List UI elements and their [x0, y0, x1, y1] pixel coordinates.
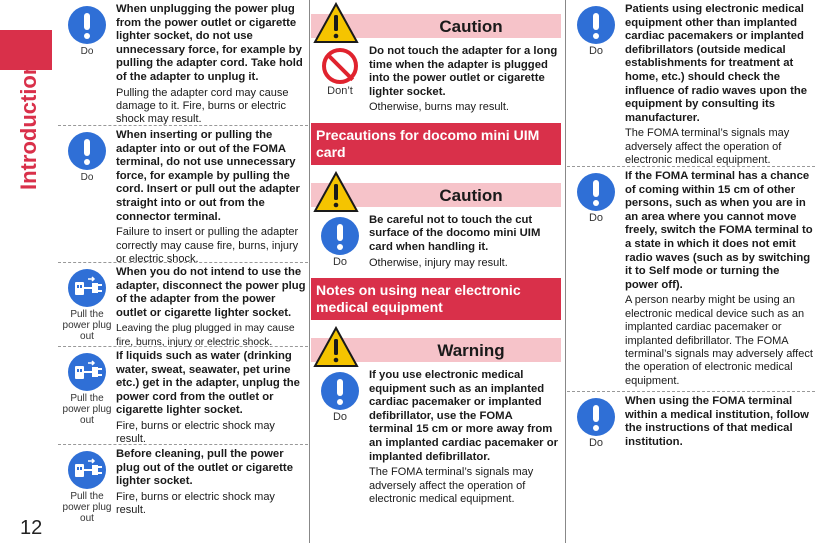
caution-title: Caution	[439, 17, 503, 36]
list-item	[58, 347, 308, 445]
warning-triangle-icon	[313, 2, 359, 44]
icon-label: Do	[80, 46, 94, 57]
column-2	[311, 0, 561, 543]
warning-triangle-icon	[313, 326, 359, 368]
prohibited-icon	[322, 48, 358, 84]
icon-label: Do	[80, 172, 94, 183]
do-icon	[68, 6, 106, 44]
instruction-text: The FOMA terminal’s signals may adversely affect the operation of electronic medical equipment.	[369, 466, 534, 505]
instruction-bold: Be careful not to touch the cut surface of the docomo mini UIM card when handling it.	[369, 213, 541, 253]
warning-banner	[311, 326, 561, 360]
list-item	[567, 392, 815, 472]
instruction-bold: Patients using electronic medical equipment other than implanted cardiac pacemakers or implanted defibrillators (outside medical establishments for treatment at home, etc.) should check the influence of radio waves upon the equipment by consulting its manufacturer.	[625, 3, 808, 124]
instruction-bold: When using the FOMA terminal within a medical institution, follow the instructions of that medical institution.	[625, 395, 809, 448]
instruction-text: The FOMA terminal’s signals may adversely affect the operation of electronic medical equipment.	[625, 127, 790, 167]
instruction-bold: Do not touch the adapter for a long time when the adapter is plugged into the power outlet or cigarette lighter socket.	[369, 45, 558, 98]
caution-banner	[311, 171, 561, 205]
section-header: Notes on using near electronic medical equipment	[311, 278, 561, 320]
icon-label: Pull the power plug out	[62, 309, 112, 342]
instruction-text: Otherwise, burns may result.	[369, 101, 509, 114]
instruction-text: Leaving the plug plugged in may cause fire, burns, injury or electric shock.	[116, 323, 295, 348]
icon-label: Pull the power plug out	[62, 393, 112, 426]
icon-label: Pull the power plug out	[62, 491, 112, 524]
list-item	[311, 366, 561, 506]
list-item	[311, 211, 561, 270]
icon-label: Do	[588, 437, 604, 449]
do-icon	[321, 372, 359, 410]
instruction-text: Failure to insert or pulling the adapter correctly may cause fire, burns, injury or electric shock.	[116, 226, 299, 265]
column-divider	[309, 0, 310, 543]
instruction-bold: When unplugging the power plug from the power outlet or cigarette lighter socket, do not use unnecessary force, for example by pulling the adapter cord. Take hold of the adapter to unplug it.	[116, 3, 303, 83]
page-number: 12	[20, 517, 43, 539]
column-3	[567, 0, 815, 543]
list-item	[58, 126, 308, 263]
warning-triangle-icon	[313, 171, 359, 213]
instruction-text: A person nearby might be using an electronic medical device such as an implanted cardiac pacemaker or implanted defibrillator. The FOMA terminal’s signals may adversely affect the operation of electronic medical equipment.	[625, 294, 813, 387]
do-icon	[68, 132, 106, 170]
list-item	[58, 263, 308, 347]
instruction-text: Fire, burns or electric shock may result.	[116, 419, 275, 446]
icon-label: Do	[588, 212, 604, 224]
caution-banner	[311, 2, 561, 36]
column-1	[58, 0, 308, 543]
do-icon	[577, 398, 615, 436]
instruction-bold: If you use electronic medical equipment such as an implanted cardiac pacemaker or implanted defibrillator, use the FOMA terminal 15 cm or more away from an implanted cardiac pacemaker or implanted defibrillator.	[369, 368, 558, 463]
instruction-text: Otherwise, injury may result.	[369, 256, 508, 269]
instruction-bold: When you do not intend to use the adapter, disconnect the power plug of the adapter from the power outlet or cigarette lighter socket.	[116, 266, 306, 319]
list-item	[311, 42, 561, 115]
icon-label: Do	[332, 410, 348, 423]
power-plug-icon	[68, 269, 106, 307]
column-divider	[565, 0, 566, 543]
power-plug-icon	[68, 451, 106, 489]
icon-label: Do	[588, 45, 604, 57]
instruction-text: Fire, burns or electric shock may result.	[116, 490, 275, 517]
list-item	[58, 0, 308, 126]
do-icon	[577, 173, 615, 211]
instruction-bold: If liquids such as water (drinking water, sweat, seawater, pet urine etc.) get in the adapter, unplug the power cord from the outlet or cigarette lighter socket.	[116, 350, 300, 417]
icon-label: Don’t	[327, 85, 353, 97]
instruction-bold: If the FOMA terminal has a chance of coming within 15 cm of other persons, such as when you are in an area where you cannot move freely, switch the FOMA terminal to a state in which it does not emit radio waves (such as by switching it to Self mode or turning the power off).	[625, 170, 813, 291]
list-item	[567, 167, 815, 392]
section-header: Precautions for docomo mini UIM card	[311, 123, 561, 165]
warning-title: Warning	[437, 340, 505, 360]
instruction-bold: When inserting or pulling the adapter into or out of the FOMA terminal, do not use unnecessary force, for example by pulling the cord. Insert or pull out the adapter straight into or out from the connector terminal.	[116, 129, 300, 223]
caution-title: Caution	[439, 185, 503, 205]
instruction-text: Pulling the adapter cord may cause damage to it. Fire, burns or electric shock may result.	[116, 86, 289, 126]
list-item	[58, 445, 308, 540]
power-plug-icon	[68, 353, 106, 391]
list-item	[567, 0, 815, 167]
do-icon	[577, 6, 615, 44]
do-icon	[321, 217, 359, 255]
icon-label: Do	[332, 255, 348, 268]
instruction-bold: Before cleaning, pull the power plug out of the outlet or cigarette lighter socket.	[116, 448, 293, 488]
